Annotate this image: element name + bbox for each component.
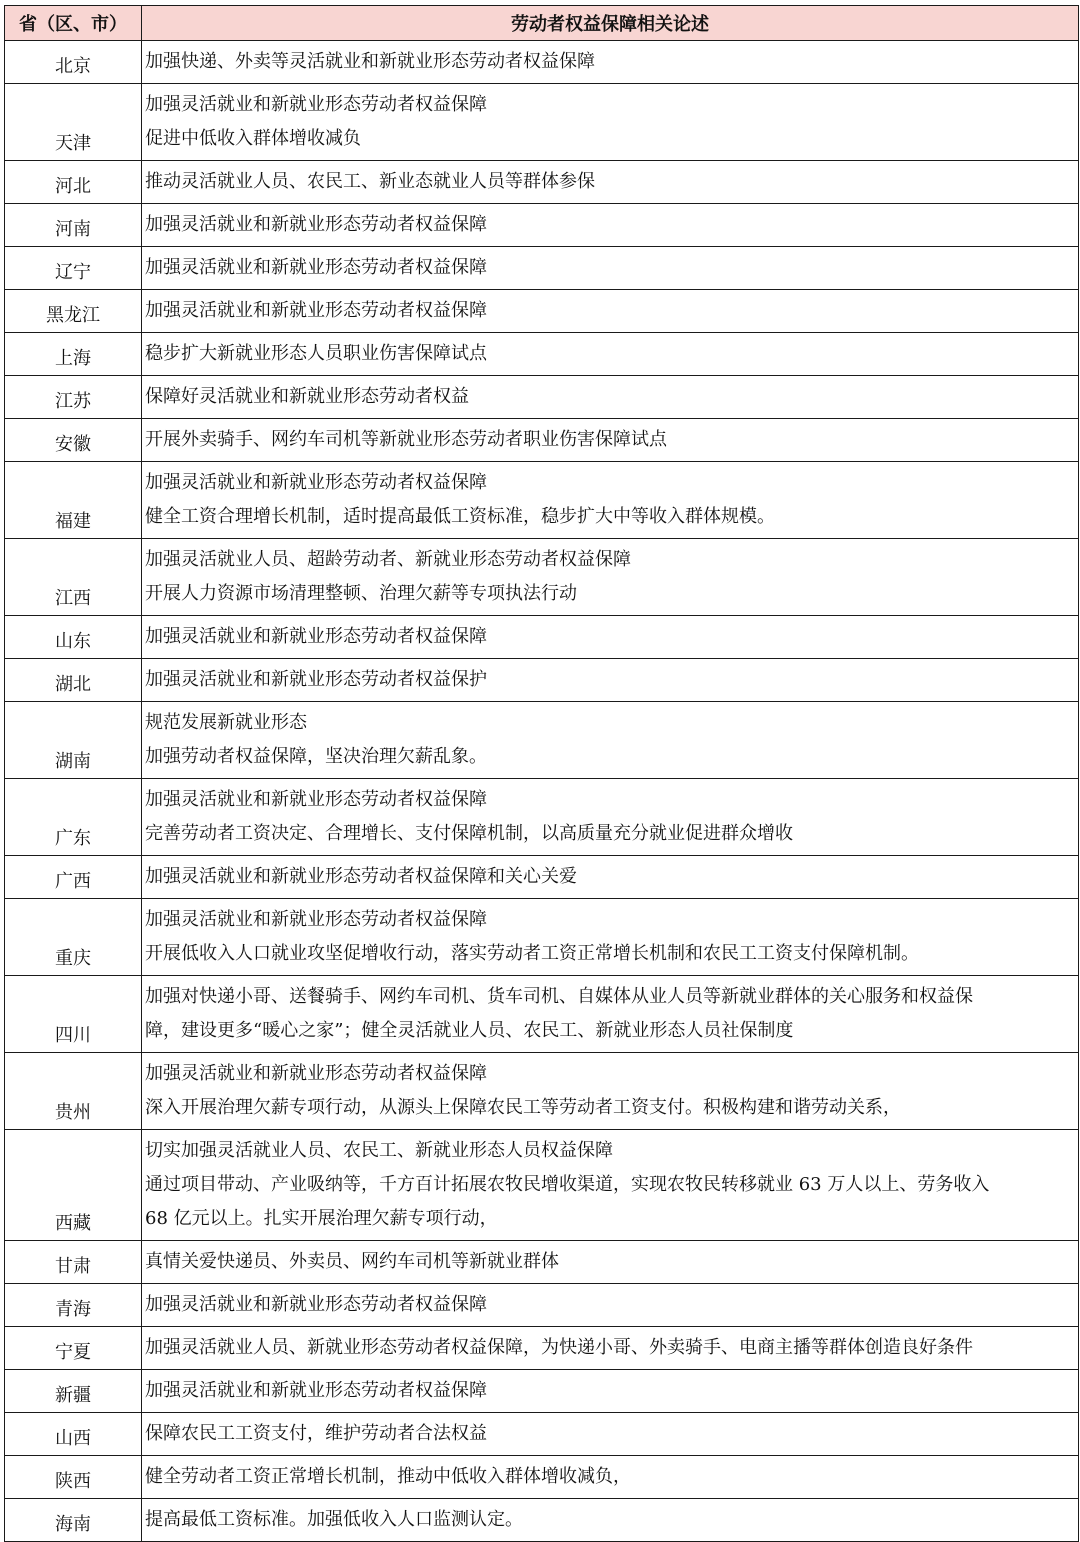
- description-cell: [142, 247, 1079, 290]
- description-cell: [142, 204, 1079, 247]
- table-row: [5, 1370, 1079, 1413]
- table-row: [5, 976, 1079, 1053]
- header-description: 劳动者权益保障相关论述: [142, 6, 1079, 41]
- table-row: [5, 1456, 1079, 1499]
- description-line: 开展人力资源市场清理整顿、治理欠薪等专项执法行动: [145, 583, 577, 604]
- description-line: 提高最低工资标准。加强低收入人口监测认定。: [145, 1509, 523, 1530]
- description-line: 加强灵活就业和新就业形态劳动者权益保障和关心关爱: [145, 866, 577, 887]
- description-line: 加强对快递小哥、送餐骑手、网约车司机、货车司机、自媒体从业人员等新就业群体的关心服务和权益保: [145, 986, 973, 1007]
- table-row: [5, 1413, 1079, 1456]
- description-line: 加强灵活就业人员、新就业形态劳动者权益保障，为快递小哥、外卖骑手、电商主播等群体创造良好条件: [145, 1337, 973, 1358]
- description-cell: [142, 1413, 1079, 1456]
- description-line: 加强灵活就业和新就业形态劳动者权益保障: [145, 94, 487, 115]
- description-line: 开展外卖骑手、网约车司机等新就业形态劳动者职业伤害保障试点: [145, 429, 667, 450]
- description-line: 加强快递、外卖等灵活就业和新就业形态劳动者权益保障: [145, 51, 595, 72]
- description-line: 开展低收入人口就业攻坚促增收行动，落实劳动者工资正常增长机制和农民工工资支付保障机制。: [145, 943, 919, 964]
- province-cell: 陕西: [5, 1456, 142, 1499]
- table-row: [5, 779, 1079, 856]
- header-province: 省（区、市）: [5, 6, 142, 41]
- table-row: [5, 1130, 1079, 1241]
- description-cell: [142, 856, 1079, 899]
- description-line: 加强灵活就业和新就业形态劳动者权益保障: [145, 257, 487, 278]
- province-cell: 湖南: [5, 702, 142, 779]
- province-cell: 北京: [5, 41, 142, 84]
- province-cell: 辽宁: [5, 247, 142, 290]
- table-row: [5, 290, 1079, 333]
- description-cell: [142, 1053, 1079, 1130]
- province-cell: 青海: [5, 1284, 142, 1327]
- table-row: [5, 376, 1079, 419]
- province-cell: 江西: [5, 539, 142, 616]
- table-row: [5, 462, 1079, 539]
- description-cell: [142, 333, 1079, 376]
- province-cell: 河北: [5, 161, 142, 204]
- description-line: 深入开展治理欠薪专项行动，从源头上保障农民工等劳动者工资支付。积极构建和谐劳动关系，: [145, 1097, 901, 1118]
- description-line: 健全劳动者工资正常增长机制，推动中低收入群体增收减负，: [145, 1466, 631, 1487]
- table-header-row: [5, 6, 1079, 41]
- description-line: 加强灵活就业和新就业形态劳动者权益保障: [145, 789, 487, 810]
- description-cell: [142, 539, 1079, 616]
- description-line: 真情关爱快递员、外卖员、网约车司机等新就业群体: [145, 1251, 559, 1272]
- province-cell: 江苏: [5, 376, 142, 419]
- description-cell: [142, 1241, 1079, 1284]
- description-line: 加强劳动者权益保障，坚决治理欠薪乱象。: [145, 746, 487, 767]
- table-body: [5, 41, 1079, 1542]
- description-cell: [142, 1284, 1079, 1327]
- table-row: [5, 161, 1079, 204]
- province-cell: 广西: [5, 856, 142, 899]
- province-cell: 山东: [5, 616, 142, 659]
- province-cell: 甘肃: [5, 1241, 142, 1284]
- province-cell: 广东: [5, 779, 142, 856]
- description-cell: [142, 1327, 1079, 1370]
- description-line: 加强灵活就业和新就业形态劳动者权益保障: [145, 1063, 487, 1084]
- description-line: 保障好灵活就业和新就业形态劳动者权益: [145, 386, 469, 407]
- description-line: 68 亿元以上。扎实开展治理欠薪专项行动，: [145, 1208, 498, 1229]
- province-cell: 上海: [5, 333, 142, 376]
- table-row: [5, 899, 1079, 976]
- description-line: 加强灵活就业和新就业形态劳动者权益保障: [145, 909, 487, 930]
- description-line: 加强灵活就业和新就业形态劳动者权益保障: [145, 300, 487, 321]
- table-row: [5, 659, 1079, 702]
- province-cell: 新疆: [5, 1370, 142, 1413]
- description-cell: [142, 84, 1079, 161]
- description-line: 推动灵活就业人员、农民工、新业态就业人员等群体参保: [145, 171, 595, 192]
- description-line: 加强灵活就业和新就业形态劳动者权益保障: [145, 626, 487, 647]
- description-cell: [142, 419, 1079, 462]
- table-row: [5, 333, 1079, 376]
- table-row: [5, 247, 1079, 290]
- description-line: 加强灵活就业和新就业形态劳动者权益保障: [145, 1380, 487, 1401]
- province-cell: 山西: [5, 1413, 142, 1456]
- description-line: 规范发展新就业形态: [145, 712, 307, 733]
- description-cell: [142, 779, 1079, 856]
- description-line: 加强灵活就业和新就业形态劳动者权益保障: [145, 1294, 487, 1315]
- table-row: [5, 204, 1079, 247]
- province-cell: 福建: [5, 462, 142, 539]
- table-row: [5, 1499, 1079, 1542]
- description-cell: [142, 1130, 1079, 1241]
- description-line: 完善劳动者工资决定、合理增长、支付保障机制，以高质量充分就业促进群众增收: [145, 823, 793, 844]
- table-row: [5, 616, 1079, 659]
- description-cell: [142, 616, 1079, 659]
- description-cell: [142, 659, 1079, 702]
- province-cell: 宁夏: [5, 1327, 142, 1370]
- description-cell: [142, 1456, 1079, 1499]
- description-line: 加强灵活就业人员、超龄劳动者、新就业形态劳动者权益保障: [145, 549, 631, 570]
- province-cell: 天津: [5, 84, 142, 161]
- table-row: [5, 702, 1079, 779]
- province-cell: 湖北: [5, 659, 142, 702]
- table-row: [5, 1241, 1079, 1284]
- description-line: 加强灵活就业和新就业形态劳动者权益保障: [145, 214, 487, 235]
- province-cell: 安徽: [5, 419, 142, 462]
- table-row: [5, 1327, 1079, 1370]
- description-line: 稳步扩大新就业形态人员职业伤害保障试点: [145, 343, 487, 364]
- table-row: [5, 84, 1079, 161]
- description-cell: [142, 161, 1079, 204]
- table-row: [5, 419, 1079, 462]
- province-cell: 河南: [5, 204, 142, 247]
- table-row: [5, 1053, 1079, 1130]
- description-cell: [142, 290, 1079, 333]
- province-cell: 海南: [5, 1499, 142, 1542]
- description-line: 通过项目带动、产业吸纳等，千方百计拓展农牧民增收渠道，实现农牧民转移就业 63 万人以上、劳务收入: [145, 1174, 990, 1195]
- description-cell: [142, 976, 1079, 1053]
- description-line: 保障农民工工资支付，维护劳动者合法权益: [145, 1423, 487, 1444]
- description-cell: [142, 702, 1079, 779]
- labor-rights-table: [4, 5, 1079, 1542]
- table-row: [5, 41, 1079, 84]
- province-cell: 重庆: [5, 899, 142, 976]
- description-cell: [142, 1499, 1079, 1542]
- description-cell: [142, 462, 1079, 539]
- province-cell: 西藏: [5, 1130, 142, 1241]
- description-line: 障，建设更多“暖心之家”；健全灵活就业人员、农民工、新就业形态人员社保制度: [145, 1020, 794, 1041]
- policy-table-container: [4, 5, 1078, 1542]
- description-line: 促进中低收入群体增收减负: [145, 128, 361, 149]
- description-line: 健全工资合理增长机制，适时提高最低工资标准，稳步扩大中等收入群体规模。: [145, 506, 775, 527]
- description-line: 加强灵活就业和新就业形态劳动者权益保障: [145, 472, 487, 493]
- province-cell: 贵州: [5, 1053, 142, 1130]
- description-cell: [142, 376, 1079, 419]
- description-line: 切实加强灵活就业人员、农民工、新就业形态人员权益保障: [145, 1140, 613, 1161]
- description-cell: [142, 41, 1079, 84]
- table-row: [5, 1284, 1079, 1327]
- description-line: 加强灵活就业和新就业形态劳动者权益保护: [145, 669, 487, 690]
- description-cell: [142, 899, 1079, 976]
- table-row: [5, 856, 1079, 899]
- description-cell: [142, 1370, 1079, 1413]
- table-row: [5, 539, 1079, 616]
- province-cell: 黑龙江: [5, 290, 142, 333]
- province-cell: 四川: [5, 976, 142, 1053]
